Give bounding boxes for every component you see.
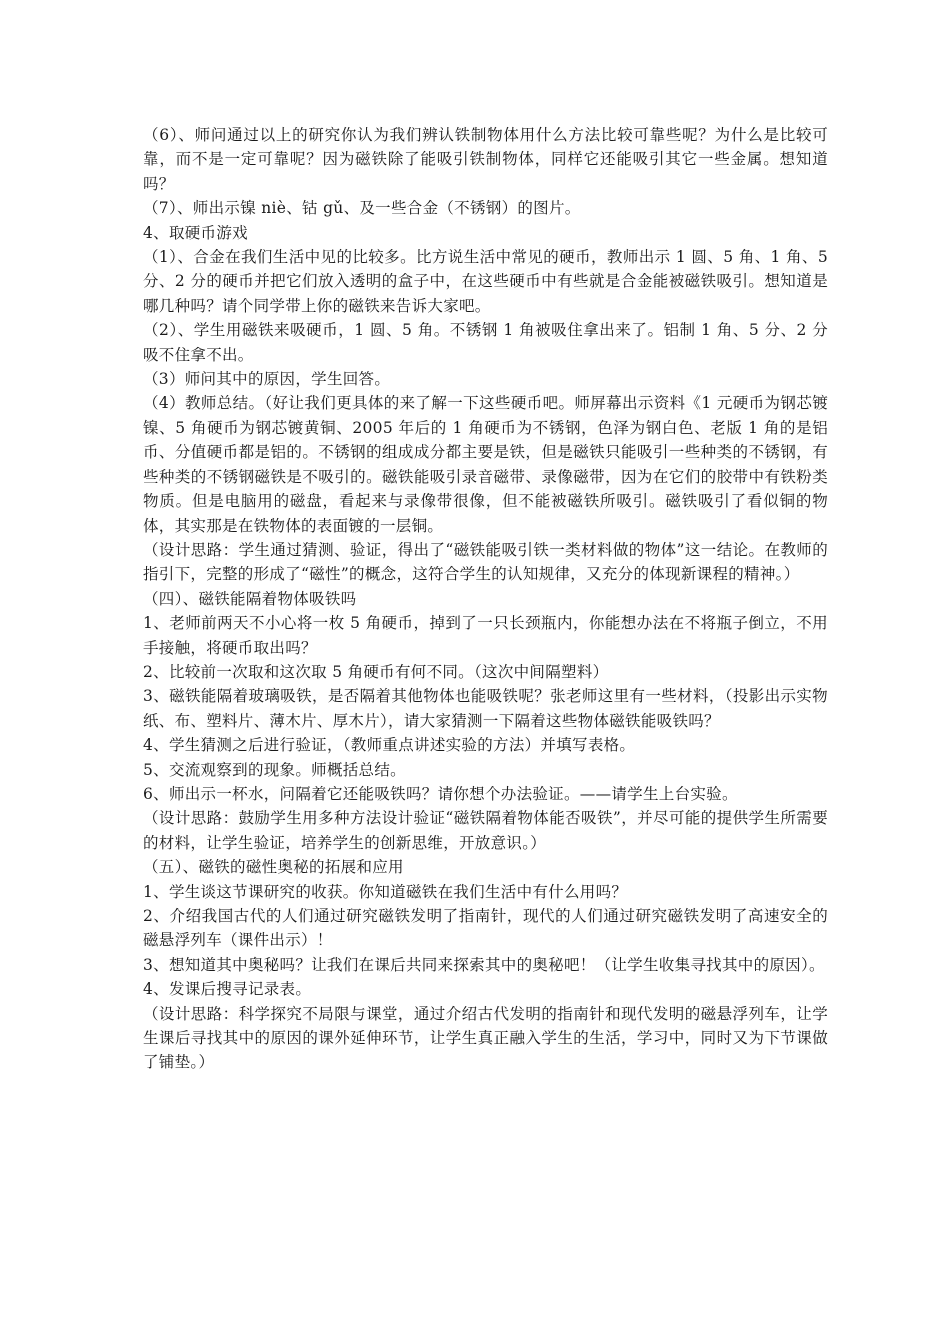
paragraph: （1）、合金在我们生活中见的比较多。比方说生活中常见的硬币，教师出示 1 圆、5 角、1 角、5 分、2 分的硬币并把它们放入透明的盒子中，在这些硬币中有些就是合金能被磁铁吸引。想知道是哪几种吗？请个同学带上你的磁铁来告诉大家吧。: [143, 248, 828, 315]
design-note: （设计思路：鼓励学生用多种方法设计验证“磁铁隔着物体能否吸铁”，并尽可能的提供学生所需要的材料，让学生验证，培养学生的创新思维，开放意识。）: [143, 809, 828, 852]
paragraph: （4）教师总结。（好让我们更具体的来了解一下这些硬币吧。师屏幕出示资料《1 元硬币为钢芯镀镍、5 角硬币为钢芯镀黄铜、2005 年后的 1 角硬币为不锈钢，色泽为钢白色、老版 1 角的是铝币、分值硬币都是铝的。不锈钢的组成成分都主要是铁，但是磁铁只能吸引一些种类的不锈钢，有些种类的不锈钢磁铁是不吸引的。磁铁能吸引录音磁带、录像磁带，因为在它们的胶带中有铁粉类物质。但是电脑用的磁盘，看起来与录像带很像，但不能被磁铁所吸引。磁铁吸引了看似铜的物体，其实那是在铁物体的表面镀的一层铜。: [143, 394, 828, 535]
paragraph: 3、磁铁能隔着玻璃吸铁，是否隔着其他物体也能吸铁呢？张老师这里有一些材料，（投影出示实物纸、布、塑料片、薄木片、厚木片），请大家猜测一下隔着这些物体磁铁能吸铁吗？: [143, 687, 828, 730]
section-heading: （五）、磁铁的磁性奥秘的拓展和应用: [143, 858, 404, 877]
section-heading: （四）、磁铁能隔着物体吸铁吗: [143, 589, 357, 608]
design-note: （设计思路：学生通过猜测、验证，得出了“磁铁能吸引铁一类材料做的物体”这一结论。在教师的指引下，完整的形成了“磁性”的概念，这符合学生的认知规律，又充分的体现新课程的精神。）: [143, 540, 828, 584]
document-page: [143, 123, 828, 1075]
paragraph: 2、介绍我国古代的人们通过研究磁铁发明了指南针，现代的人们通过研究磁铁发明了高速安全的磁悬浮列车（课件出示）！: [143, 907, 828, 950]
paragraph: 5、交流观察到的现象。师概括总结。: [143, 760, 406, 779]
paragraph: （2）、学生用磁铁来吸硬币，1 圆、5 角。不锈钢 1 角被吸住拿出来了。铝制 1 角、5 分、2 分吸不住拿不出。: [143, 321, 828, 364]
paragraph: （6）、师问通过以上的研究你认为我们辨认铁制物体用什么方法比较可靠些呢？为什么是比较可靠，而不是一定可靠呢？因为磁铁除了能吸引铁制物体，同样它还能吸引其它一些金属。想知道吗？: [143, 126, 828, 193]
paragraph: （7）、师出示镍 niè、钴 gǔ、及一些合金（不锈钢）的图片。: [143, 199, 581, 218]
paragraph: （3）师问其中的原因，学生回答。: [143, 370, 391, 389]
section-heading: 4、取硬币游戏: [143, 223, 248, 242]
paragraph: 3、想知道其中奥秘吗？让我们在课后共同来探索其中的奥秘吧！（让学生收集寻找其中的原因）。: [143, 955, 825, 974]
design-note: （设计思路：科学探究不局限与课堂，通过介绍古代发明的指南针和现代发明的磁悬浮列车，让学生课后寻找其中的原因的课外延伸环节，让学生真正融入学生的生活，学习中，同时又为下节课做了铺垫。）: [143, 1004, 828, 1072]
paragraph: 4、发课后搜寻记录表。: [143, 980, 312, 999]
paragraph: 1、老师前两天不小心将一枚 5 角硬币，掉到了一只长颈瓶内，你能想办法在不将瓶子倒立，不用手接触，将硬币取出吗？: [143, 614, 828, 657]
paragraph: 4、学生猜测之后进行验证，（教师重点讲述实验的方法）并填写表格。: [143, 736, 636, 755]
paragraph: 1、学生谈这节课研究的收获。你知道磁铁在我们生活中有什么用吗？: [143, 882, 628, 901]
paragraph: 6、师出示一杯水，问隔着它还能吸铁吗？请你想个办法验证。——请学生上台实验。: [143, 784, 738, 803]
paragraph: 2、比较前一次取和这次取 5 角硬币有何不同。（这次中间隔塑料）: [143, 662, 609, 681]
